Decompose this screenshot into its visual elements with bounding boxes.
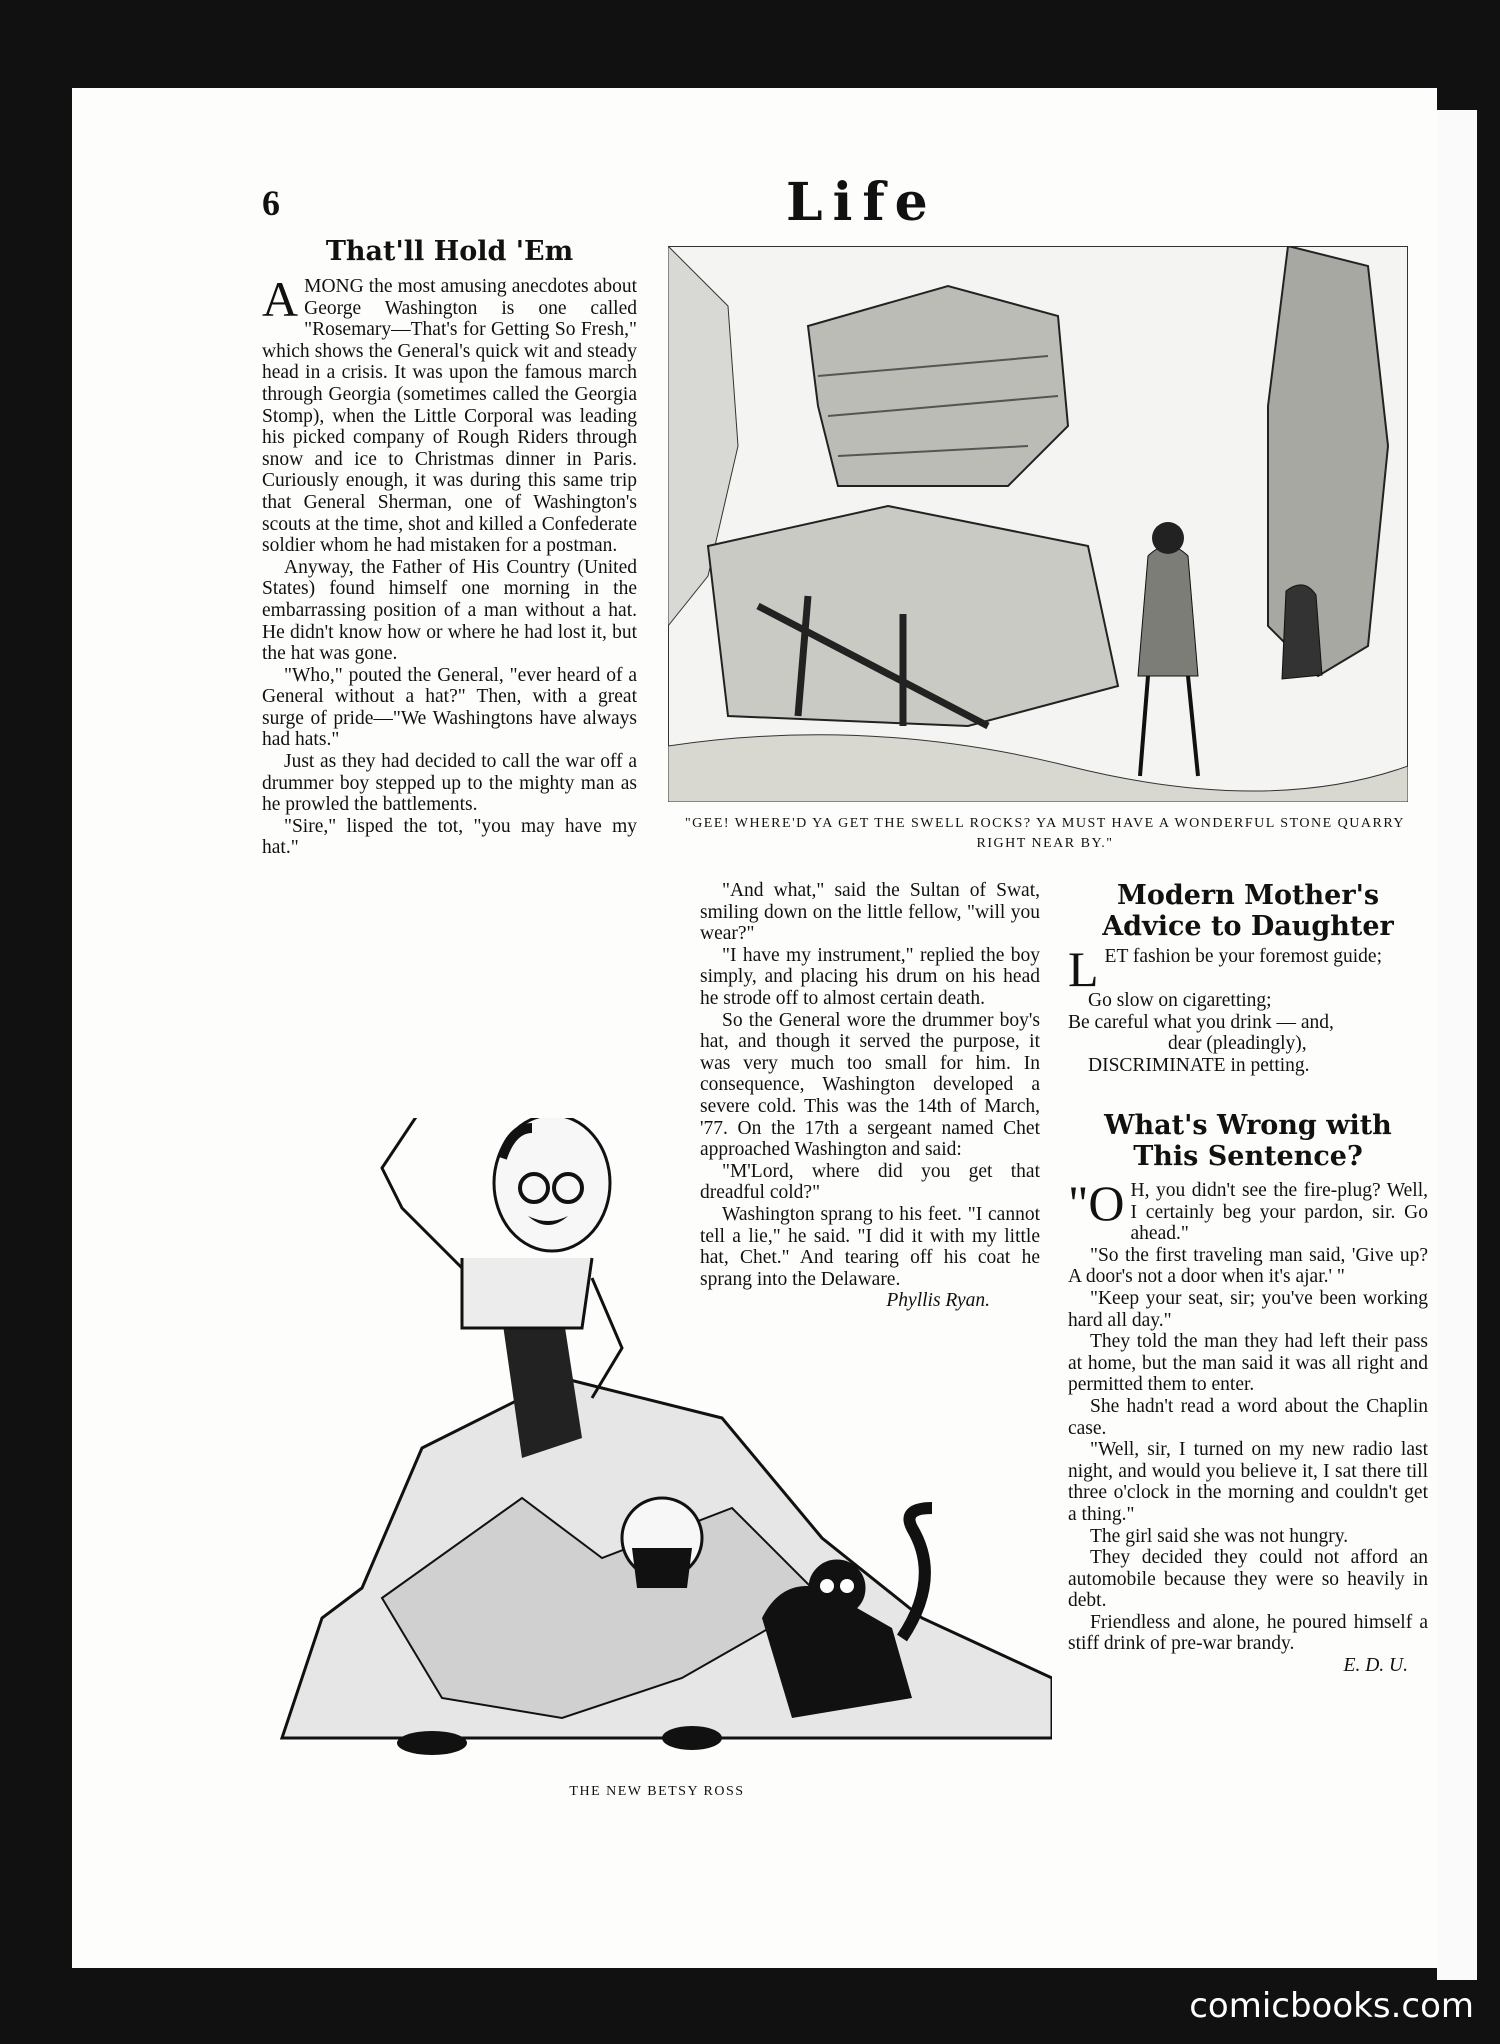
drop-cap: L [1068, 941, 1099, 997]
article-body-column-1 [262, 271, 637, 859]
drop-cap: "O [1068, 1175, 1125, 1231]
article-title: What's Wrong with This Sentence? [1104, 1110, 1392, 1172]
article-paragraph: "Sire," lisped the tot, "you may have my hat." [262, 815, 637, 859]
page-number: 6 [262, 183, 280, 223]
poem-body [1068, 941, 1428, 1076]
article-paragraph: They told the man they had left their pass at home, but the man said it was all right and permitted them to enter. [1068, 1331, 1428, 1396]
article-paragraph: "Keep your seat, sir; you've been working hard all day." [1068, 1287, 1428, 1331]
article-paragraph: AMONG the most amusing anecdotes about George Washington is one called "Rosemary—That's for Getting So Fresh," which shows the General's quick wit and steady head in a crisis. It was upon the famous march through Georgia (sometimes called the Georgia Stomp), when the Little Corporal was leading his picked company of Rough Riders through snow and ice to Christmas dinner in Paris. Curiously enough, it was during this same trip that General Sherman, one of Washington's scouts at the time, shot and killed a Confederate soldier whom he had mistaken for a postman. [262, 271, 637, 557]
watermark-footer: comicbooks.com [1189, 1986, 1474, 2026]
betsy-ross-caption: THE NEW BETSY ROSS [569, 1784, 745, 1799]
article-paragraph: Friendless and alone, he poured himself a stiff drink of pre-war brandy. [1068, 1611, 1428, 1655]
poem-line: DISCRIMINATE in petting. [1088, 1054, 1310, 1076]
rocks-caption: "GEE! WHERE'D YA GET THE SWELL ROCKS? YA MUST HAVE A WONDERFUL STONE QUARRY RIGHT NEAR BY." [684, 816, 1406, 851]
drop-cap: A [262, 271, 299, 327]
article-title: That'll Hold 'Em [325, 236, 574, 267]
masthead: Life [786, 172, 938, 233]
poem-line: Be careful what you drink — and, [1068, 1011, 1334, 1033]
poem-line: LET fashion be your foremost guide; [1068, 941, 1383, 997]
rocks-illustration [668, 246, 1408, 802]
article-paragraph: Just as they had decided to call the war off a drummer boy stepped up to the mighty man as he prowled the battlements. [262, 751, 637, 816]
article-paragraph: Washington sprang to his feet. "I cannot tell a lie," he said. "I did it with my little hat, Chet." And tearing off his coat he sprang into the Delaware. [700, 1203, 1040, 1290]
article-signature: Phyllis Ryan. [886, 1290, 990, 1312]
article-paragraph: The girl said she was not hungry. [1090, 1525, 1349, 1547]
article-paragraph: "So the first traveling man said, 'Give up? A door's not a door when it's ajar.' " [1068, 1244, 1428, 1288]
facing-page-edge [1437, 110, 1477, 1980]
betsy-ross-illustration [262, 1118, 1052, 1768]
article-paragraph: "Who," pouted the General, "ever heard of a General without a hat?" Then, with a great surge of pride—"We Washingtons have always had hats." [262, 664, 637, 751]
article-paragraph: "And what," said the Sultan of Swat, smiling down on the little fellow, "will you wear?" [700, 880, 1040, 945]
poem-line: dear (pleadingly), [1168, 1033, 1307, 1055]
article-paragraph: "Well, sir, I turned on my new radio last night, and would you believe it, I sat there till three o'clock in the morning and couldn't get a thing." [1068, 1439, 1428, 1525]
article-paragraph: Anyway, the Father of His Country (United States) found himself one morning in the embarrassing position of a man without a hat. He didn't know how or where he had lost it, but the hat was gone. [262, 556, 637, 665]
poem-title: Modern Mother's Advice to Daughter [1102, 880, 1394, 942]
article-paragraph: "O H, you didn't see the fire-plug? Well, I certainly beg your pardon, sir. Go ahead." [1068, 1175, 1428, 1245]
article-paragraph: "I have my instrument," replied the boy simply, and placing his drum on his head he strode off to almost certain death. [700, 944, 1040, 1009]
article-paragraph: They decided they could not afford an automobile because they were so heavily in debt. [1068, 1547, 1428, 1612]
poem-line: Go slow on cigaretting; [1088, 990, 1272, 1011]
article-paragraph: So the General wore the drummer boy's hat, and though it served the purpose, it was very much too small for him. In consequence, Washington developed a severe cold. This was the 14th of March, '77. On the 17th a sergeant named Chet approached Washington and said: [700, 1009, 1040, 1161]
article-paragraph: She hadn't read a word about the Chaplin case. [1068, 1395, 1428, 1439]
article-body-column-3 [1068, 1175, 1428, 1677]
article-paragraph: "M'Lord, where did you get that dreadful cold?" [700, 1160, 1040, 1204]
article-signature: E. D. U. [1343, 1655, 1408, 1677]
